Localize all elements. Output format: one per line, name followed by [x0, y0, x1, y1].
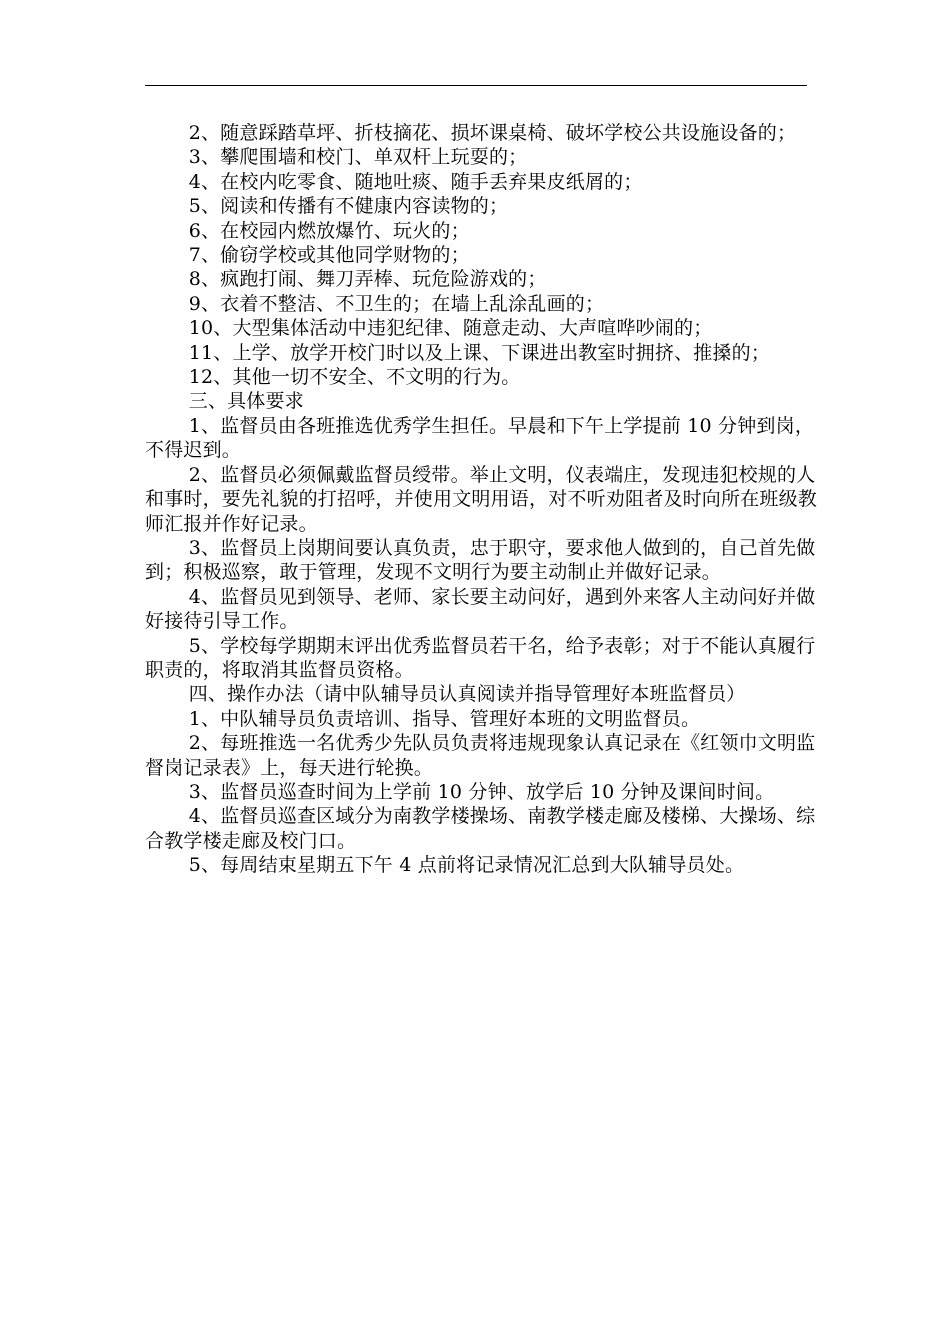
- procedure-item-1: 1、中队辅导员负责培训、指导、管理好本班的文明监督员。: [188, 707, 701, 730]
- rule-item-11: 11、上学、放学开校门时以及上课、下课进出教室时拥挤、推搡的；: [188, 341, 771, 364]
- rule-item-4: 4、在校内吃零食、随地吐痰、随手丢弃果皮纸屑的；: [188, 170, 643, 193]
- rule-item-2: 2、随意踩踏草坪、折枝摘花、损坏课桌椅、破坏学校公共设施设备的；: [188, 122, 797, 144]
- rule-item-9: 9、衣着不整洁、不卫生的；在墙上乱涂乱画的；: [188, 292, 605, 315]
- procedure-item-2: 2、每班推选一名优秀少先队员负责将违规现象认真记录在《红领巾文明监督岗记录表》上，每天进行轮换。: [145, 732, 816, 779]
- requirement-item-2: 2、监督员必须佩戴监督员绶带。举止文明，仪表端庄，发现违犯校规的人和事时，要先礼貌的打招呼，并使用文明用语，对不听劝阻者及时向所在班级教师汇报并作好记录。: [145, 463, 818, 535]
- rule-item-8: 8、疯跑打闹、舞刀弄棒、玩危险游戏的；: [188, 268, 547, 291]
- header-rule: [145, 85, 807, 86]
- section-heading-procedure: 四、操作办法（请中队辅导员认真阅读并指导管理好本班监督员）: [188, 683, 746, 706]
- requirement-item-5: 5、学校每学期期末评出优秀监督员若干名，给予表彰；对于不能认真履行职责的，将取消其监督员资格。: [145, 634, 816, 681]
- rule-item-3: 3、攀爬围墙和校门、单双杆上玩耍的；: [188, 146, 528, 169]
- rule-item-10: 10、大型集体活动中违犯纪律、随意走动、大声喧哗吵闹的；: [188, 317, 713, 340]
- procedure-item-4: 4、监督员巡查区域分为南教学楼操场、南教学楼走廊及楼梯、大操场、综合教学楼走廊及校门口。: [145, 805, 816, 852]
- document-body: [145, 121, 817, 878]
- procedure-item-3: 3、监督员巡查时间为上学前 10 分钟、放学后 10 分钟及课间时间。: [188, 780, 775, 803]
- procedure-item-5: 5、每周结束星期五下午 4 点前将记录情况汇总到大队辅导员处。: [188, 854, 745, 877]
- requirement-item-1: 1、监督员由各班推选优秀学生担任。早晨和下午上学提前 10 分钟到岗，不得迟到。: [145, 414, 815, 462]
- rule-item-5: 5、阅读和传播有不健康内容读物的；: [188, 195, 509, 218]
- rule-item-7: 7、偷窃学校或其他同学财物的；: [188, 244, 470, 267]
- rule-item-12: 12、其他一切不安全、不文明的行为。: [188, 366, 521, 389]
- section-heading-requirements: 三、具体要求: [188, 390, 304, 413]
- requirement-item-3: 3、监督员上岗期间要认真负责，忠于职守，要求他人做到的，自己首先做到；积极巡察，敢于管理，发现不文明行为要主动制止并做好记录。: [145, 536, 816, 584]
- rule-item-6: 6、在校园内燃放爆竹、玩火的；: [188, 219, 470, 242]
- requirement-item-4: 4、监督员见到领导、老师、家长要主动问好，遇到外来客人主动问好并做好接待引导工作。: [145, 585, 816, 633]
